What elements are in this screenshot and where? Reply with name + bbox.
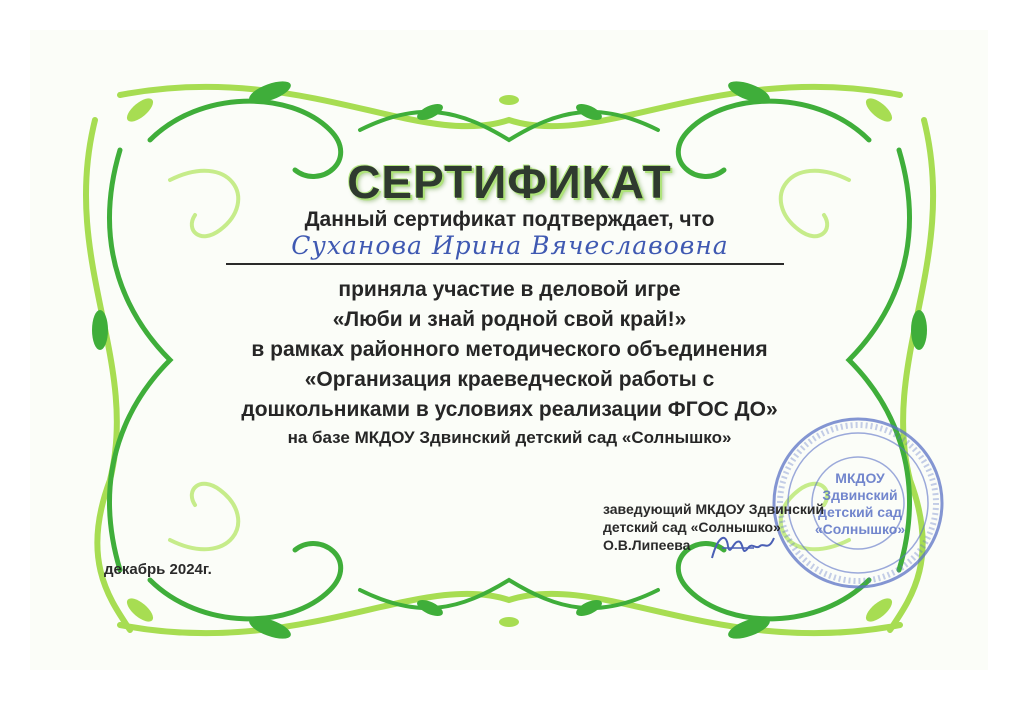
handwritten-signature <box>708 528 778 564</box>
association-title-line-1: «Организация краеведческой работы с <box>304 368 715 391</box>
recipient-name: Суханова Ирина Вячеславовна <box>291 231 729 260</box>
event-title: «Люби и знай родной свой край!» <box>332 308 687 331</box>
name-underline <box>226 263 784 265</box>
certificate-intro: Данный сертификат подтверждает, что <box>304 208 715 231</box>
body-line-1: приняла участие в деловой игре <box>338 278 681 301</box>
body-line-3: в рамках районного методического объединения <box>251 338 768 361</box>
signatory-line-1: заведующий МКДОУ Здвинский <box>603 501 825 517</box>
stamp-center-text: МКДОУ Здвинский детский сад «Солнышко» <box>814 470 906 537</box>
certificate-title: СЕРТИФИКАТ <box>347 156 672 208</box>
signatory-line-2: детский сад «Солнышко» <box>603 519 781 535</box>
venue-line: на базе МКДОУ Здвинский детский сад «Солнышко» <box>287 428 732 447</box>
signatory-name: О.В.Липеева <box>603 537 691 553</box>
association-title-line-2: дошкольниками в условиях реализации ФГОС ДО» <box>241 398 778 421</box>
issue-date: декабрь 2024г. <box>104 561 212 578</box>
